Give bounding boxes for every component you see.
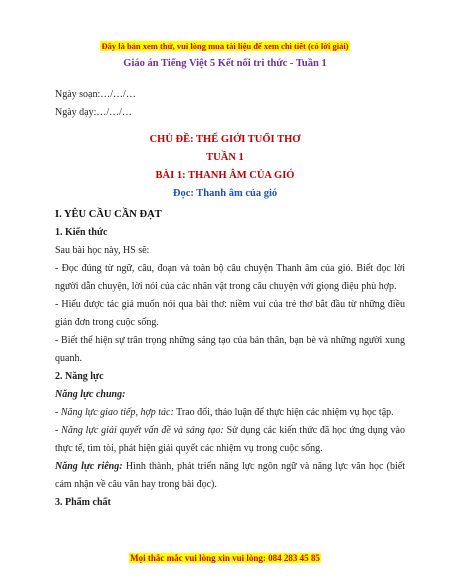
section-requirements: I. YÊU CẦU CẦN ĐẠT	[55, 209, 162, 220]
specific-competence	[55, 458, 405, 494]
subsection-qualities: 3. Phẩm chất	[55, 497, 111, 508]
topic-heading: CHỦ ĐỀ: THẾ GIỚI TUỔI THƠ	[149, 134, 301, 145]
intro-text: Sau bài học này, HS sẽ:	[55, 245, 150, 256]
general-competence-1-text: Trao đổi, thảo luận để thực hiện các nhiệm vụ học tập.	[173, 407, 394, 418]
general-competence-label: Năng lực chung:	[55, 389, 126, 400]
knowledge-item-1: - Đọc đúng từ ngữ, câu, đoạn và toàn bộ câu chuyện Thanh âm của gió. Biết đọc lời người dẫn chuyện, lời nói của các nhân vật trong câu chuyện với giọng điệu phù hợp.	[55, 263, 405, 292]
preview-banner: Đây là bản xem thử, vui lòng mua tài liệu để xem chi tiết (có lời giải)	[101, 41, 349, 51]
lesson-heading: BÀI 1: THANH ÂM CỦA GIÓ	[155, 170, 295, 181]
general-competence-1	[55, 404, 405, 422]
reading-heading: Đọc: Thanh âm của gió	[172, 188, 278, 199]
subsection-competence: 2. Năng lực	[55, 371, 104, 382]
contact-banner: Mọi thắc mắc vui lòng xin vui lòng: 084 283 45 85	[130, 553, 320, 563]
date-prepared: Ngày soạn:…/…/…	[55, 89, 136, 100]
general-competence-2	[55, 422, 405, 458]
document-title: Giáo án Tiếng Việt 5 Kết nối tri thức - Tuần 1	[123, 58, 327, 69]
specific-competence-label: Năng lực riêng:	[55, 461, 123, 472]
document-body	[55, 206, 405, 512]
week-heading: TUẦN 1	[206, 152, 244, 163]
general-competence-2-text: Sử dụng các kiến thức đã học ứng dụng vào thực tế, tìm tòi, phát hiện giải quyết các nhiệm vụ trong cuộc sống.	[55, 425, 405, 454]
general-competence-1-label: - Năng lực giao tiếp, hợp tác:	[55, 407, 174, 418]
specific-competence-text: Hình thành, phát triển năng lực ngôn ngữ và năng lực văn học (biết cảm nhận về câu văn hay trong bài đọc).	[55, 461, 405, 490]
date-taught: Ngày dạy:…/…/…	[55, 107, 132, 118]
knowledge-item-2: - Hiểu được tác giả muốn nói qua bài thơ: niềm vui của trẻ thơ bắt đầu từ những điều giản đơn trong cuộc sống.	[55, 299, 405, 328]
general-competence-2-label: - Năng lực giải quyết vấn đề và sáng tạo:	[55, 425, 224, 436]
subsection-knowledge: 1. Kiến thức	[55, 227, 108, 238]
knowledge-item-3: - Biết thể hiện sự trân trọng những sáng tạo của bản thân, bạn bè và những người xung quanh.	[55, 335, 405, 364]
